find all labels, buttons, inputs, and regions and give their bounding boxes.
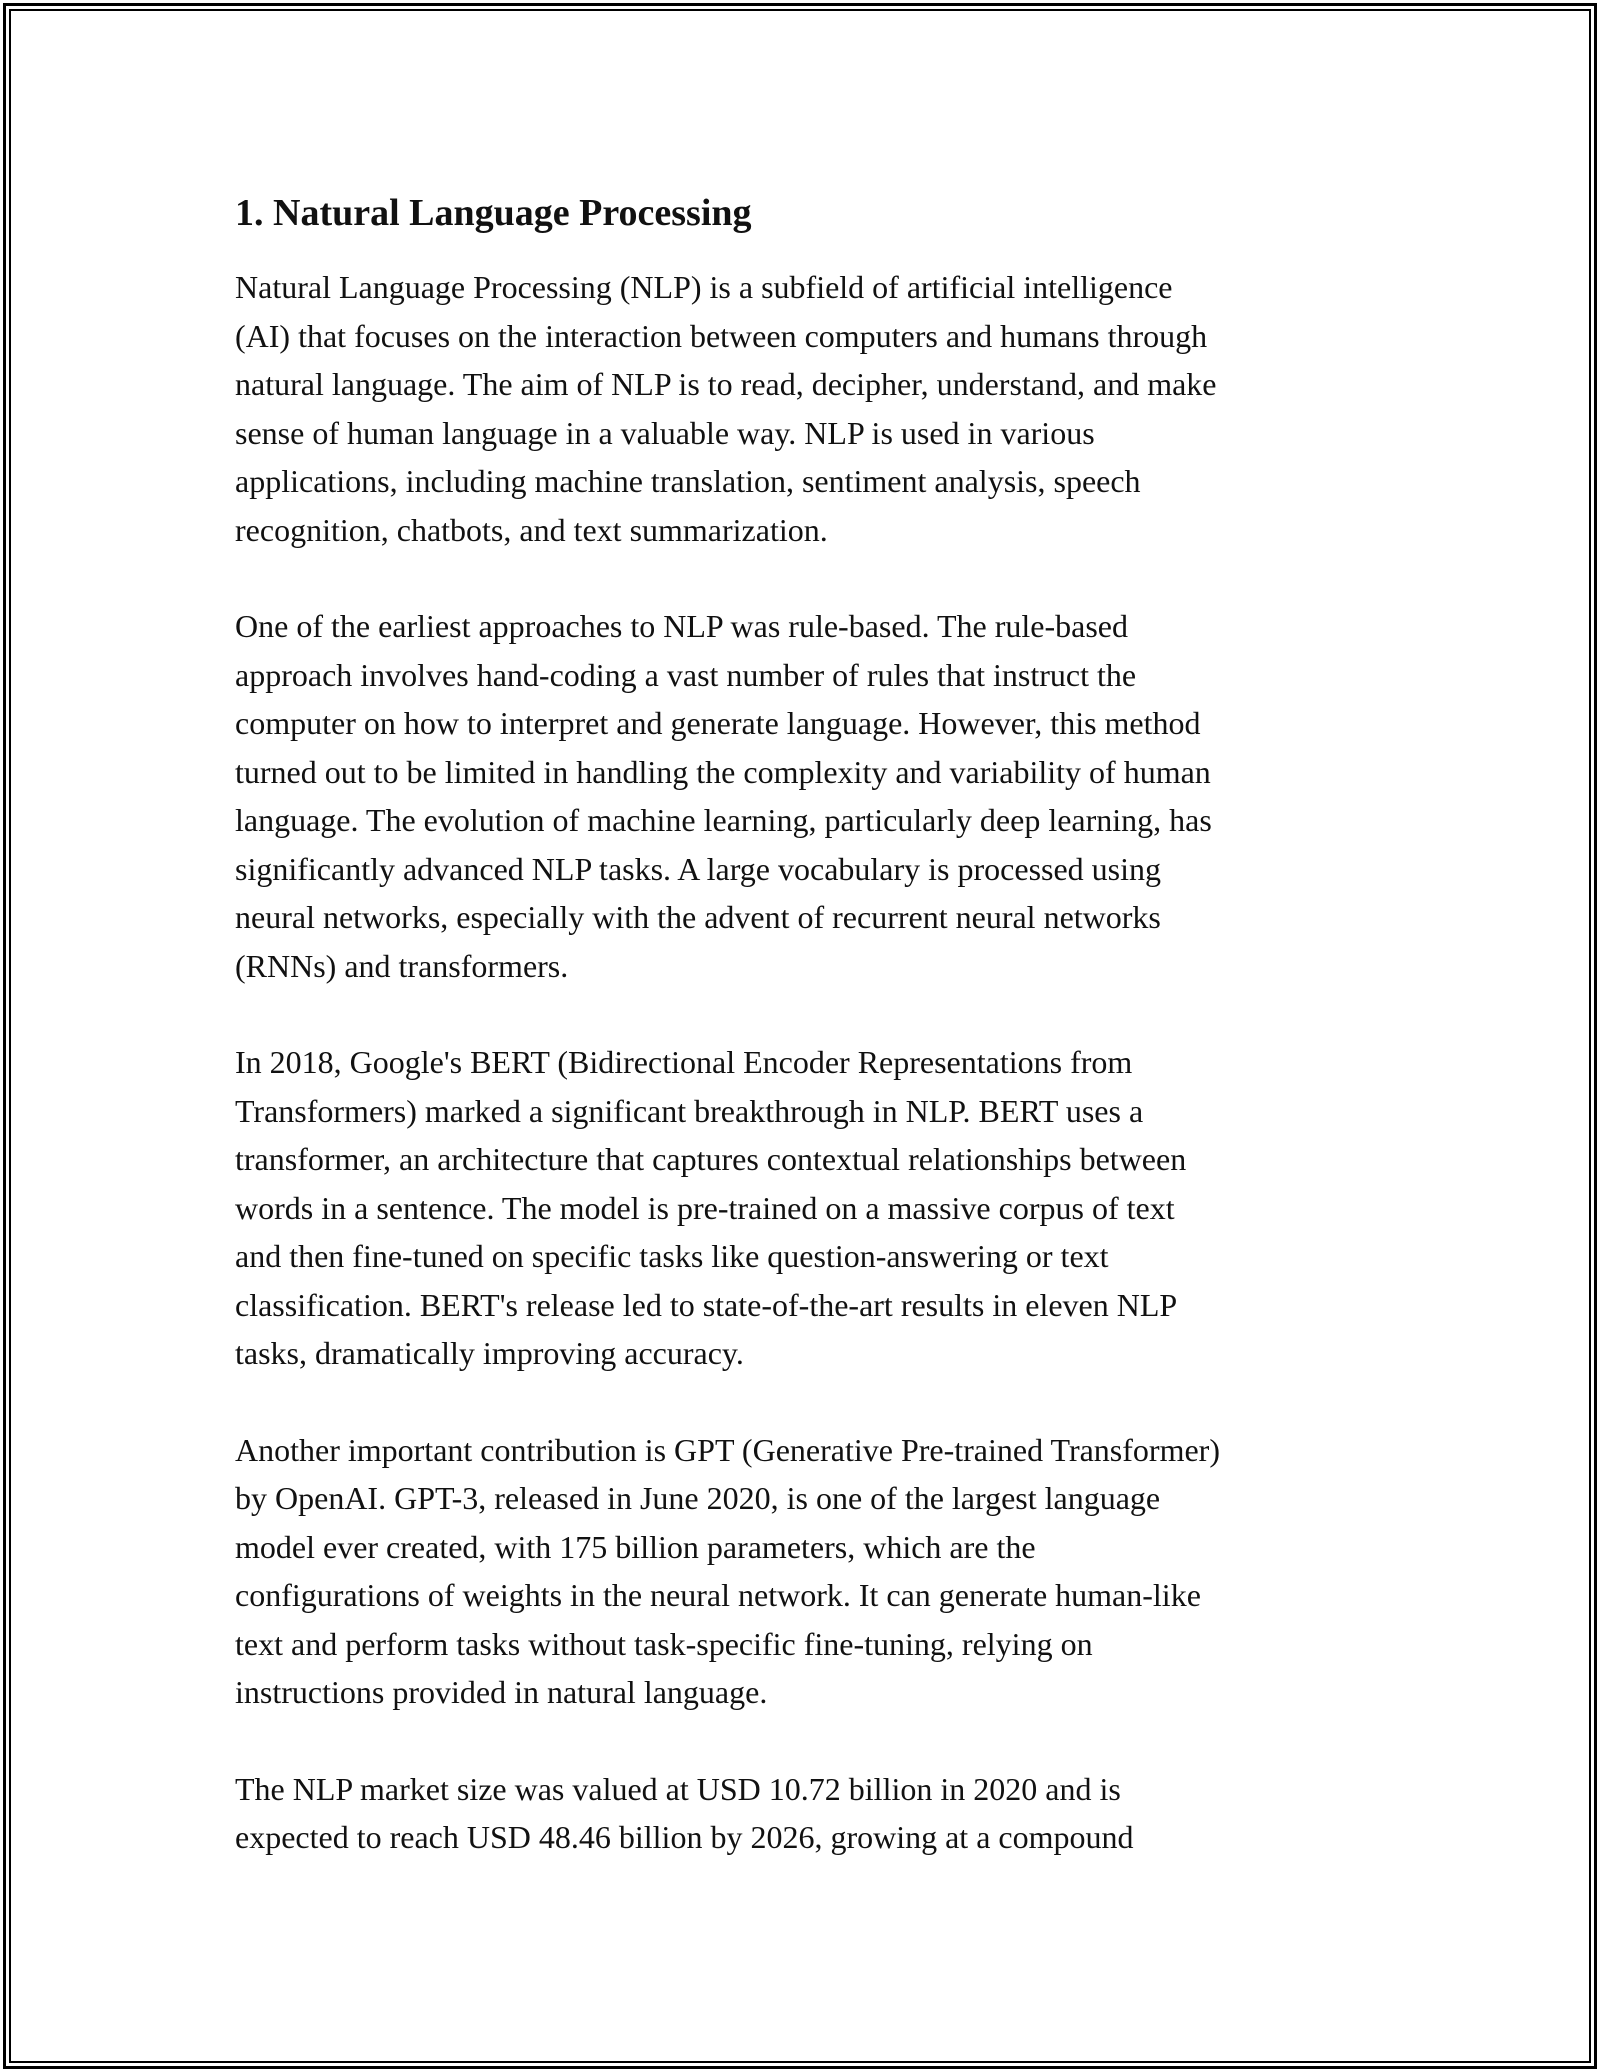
- paragraph-rule-based: [235, 602, 1395, 990]
- text-line: significantly advanced NLP tasks. A large vocabulary is processed using: [235, 850, 1162, 887]
- text-line: One of the earliest approaches to NLP was rule-based. The rule-based: [235, 608, 1128, 644]
- section-heading: 1. Natural Language Processing: [235, 192, 752, 234]
- text-line: computer on how to interpret and generate language. However, this method: [235, 705, 1201, 741]
- text-line: and then fine-tuned on specific tasks like question-answering or text: [235, 1238, 1109, 1274]
- text-line: In 2018, Google's BERT (Bidirectional Encoder Representations from: [235, 1044, 1133, 1080]
- text-line: configurations of weights in the neural network. It can generate human-like: [235, 1577, 1201, 1613]
- text-line: Another important contribution is GPT (Generative Pre-trained Transformer): [235, 1431, 1220, 1468]
- text-line: The NLP market size was valued at USD 10.72 billion in 2020 and is: [235, 1770, 1121, 1807]
- text-line: (RNNs) and transformers.: [235, 947, 569, 984]
- text-line: language. The evolution of machine learning, particularly deep learning, has: [235, 802, 1212, 838]
- text-line: classification. BERT's release led to state-of-the-art results in eleven NLP: [235, 1286, 1178, 1323]
- text-line: model ever created, with 175 billion parameters, which are the: [235, 1528, 1036, 1565]
- text-line: words in a sentence. The model is pre-trained on a massive corpus of text: [235, 1189, 1175, 1226]
- text-line: transformer, an architecture that captures contextual relationships between: [235, 1141, 1187, 1177]
- text-line: instructions provided in natural language.: [235, 1674, 768, 1710]
- text-line: neural networks, especially with the advent of recurrent neural networks: [235, 899, 1161, 935]
- text-line: recognition, chatbots, and text summarization.: [235, 511, 828, 548]
- text-line: by OpenAI. GPT-3, released in June 2020, is one of the largest language: [235, 1480, 1161, 1516]
- text-line: Transformers) marked a significant breakthrough in NLP. BERT uses a: [235, 1092, 1144, 1129]
- paragraph-market-size: [235, 1765, 1395, 1862]
- paragraph-bert: [235, 1038, 1395, 1378]
- text-line: approach involves hand-coding a vast number of rules that instruct the: [235, 656, 1137, 693]
- paragraph-gpt: [235, 1426, 1395, 1717]
- text-line: tasks, dramatically improving accuracy.: [235, 1335, 744, 1371]
- text-line: natural language. The aim of NLP is to read, decipher, understand, and make: [235, 366, 1217, 402]
- document-body: [235, 185, 1395, 1910]
- text-line: text and perform tasks without task-specific fine-tuning, relying on: [235, 1625, 1093, 1662]
- text-line: expected to reach USD 48.46 billion by 2026, growing at a compound: [235, 1819, 1134, 1855]
- text-line: Natural Language Processing (NLP) is a subfield of artificial intelligence: [235, 269, 1173, 305]
- text-line: sense of human language in a valuable way. NLP is used in various: [235, 414, 1095, 451]
- paragraph-nlp-intro: [235, 263, 1395, 554]
- text-line: applications, including machine translation, sentiment analysis, speech: [235, 463, 1141, 499]
- text-line: turned out to be limited in handling the complexity and variability of human: [235, 753, 1211, 790]
- text-line: (AI) that focuses on the interaction between computers and humans through: [235, 317, 1208, 354]
